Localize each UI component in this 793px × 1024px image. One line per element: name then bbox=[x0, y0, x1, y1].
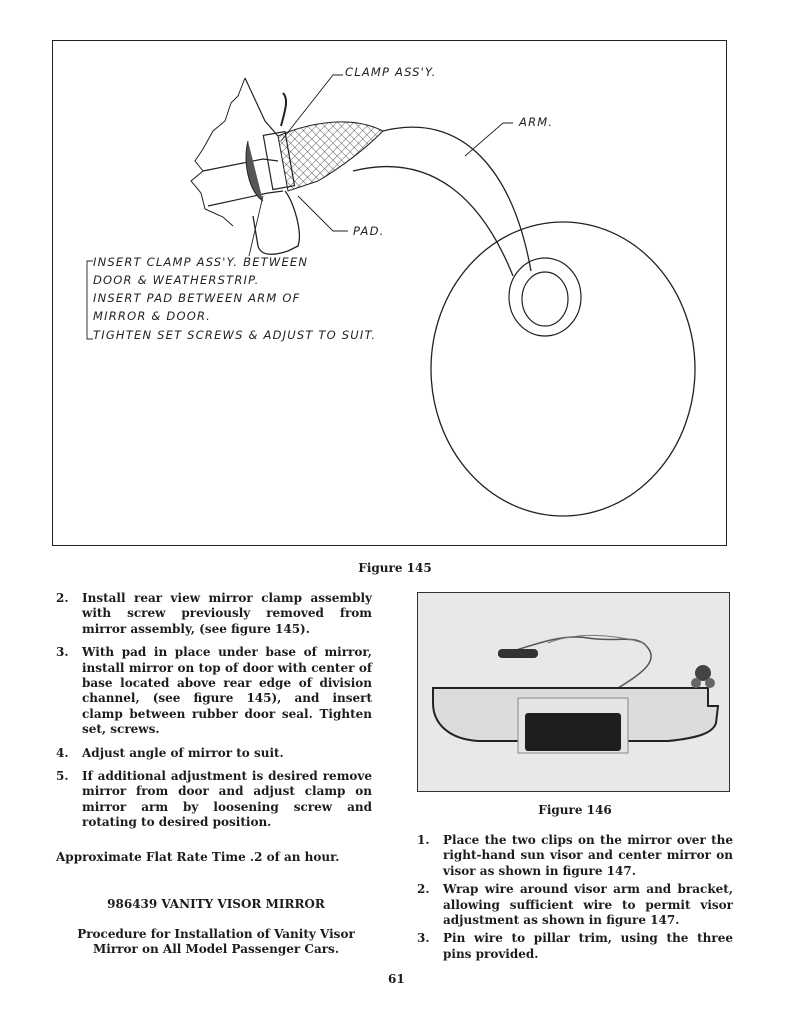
instruction-line-4: MIRROR & DOOR. bbox=[93, 309, 212, 323]
flat-rate-time: Approximate Flat Rate Time .2 of an hour. bbox=[56, 850, 340, 864]
figure-145-illustration bbox=[52, 40, 727, 546]
page-number: 61 bbox=[388, 972, 405, 986]
visor-step-2: 2. Wrap wire around visor arm and bracket, allowing sufficient wire to permit visor adjustment as shown in figure 147. bbox=[417, 882, 733, 928]
instruction-line-1: INSERT CLAMP ASS'Y. BETWEEN bbox=[93, 255, 309, 269]
pad-label: PAD. bbox=[353, 224, 385, 238]
instruction-line-5: TIGHTEN SET SCREWS & ADJUST TO SUIT. bbox=[93, 328, 377, 342]
clamp-assembly-label: CLAMP ASS'Y. bbox=[345, 65, 437, 79]
left-column bbox=[56, 591, 372, 839]
figure-146-photo bbox=[417, 592, 730, 792]
right-column bbox=[417, 833, 733, 965]
arm-label: ARM. bbox=[519, 115, 554, 129]
procedure-heading: Procedure for Installation of Vanity Visor Mirror on All Model Passenger Cars. bbox=[77, 927, 355, 957]
step-3: 3. With pad in place under base of mirror, install mirror on top of door with center of base located above rear edge of division channel, (see figure 145), and insert clamp between rubber door seal. Tighten set, screws. bbox=[56, 645, 372, 737]
vanity-visor-mirror-photo bbox=[418, 593, 730, 792]
step-4: 4. Adjust angle of mirror to suit. bbox=[56, 745, 284, 760]
instruction-line-2: DOOR & WEATHERSTRIP. bbox=[93, 273, 260, 287]
step-2: 2. Install rear view mirror clamp assembly with screw previously removed from mirror assembly, (see figure 145). bbox=[56, 591, 372, 636]
step-5: 5. If additional adjustment is desired remove mirror from door and adjust clamp on mirror arm by loosening screw and rotating to desired position. bbox=[56, 769, 372, 830]
visor-step-1: 1. Place the two clips on the mirror over the right-hand sun visor and center mirror on visor as shown in figure 147. bbox=[417, 833, 733, 878]
figure-146-caption: Figure 146 bbox=[538, 803, 612, 817]
visor-step-3: 3. Pin wire to pillar trim, using the three pins provided. bbox=[417, 931, 733, 961]
section-title: 986439 VANITY VISOR MIRROR bbox=[107, 897, 325, 911]
instruction-line-3: INSERT PAD BETWEEN ARM OF bbox=[93, 291, 301, 305]
figure-145-caption: Figure 145 bbox=[358, 561, 432, 575]
